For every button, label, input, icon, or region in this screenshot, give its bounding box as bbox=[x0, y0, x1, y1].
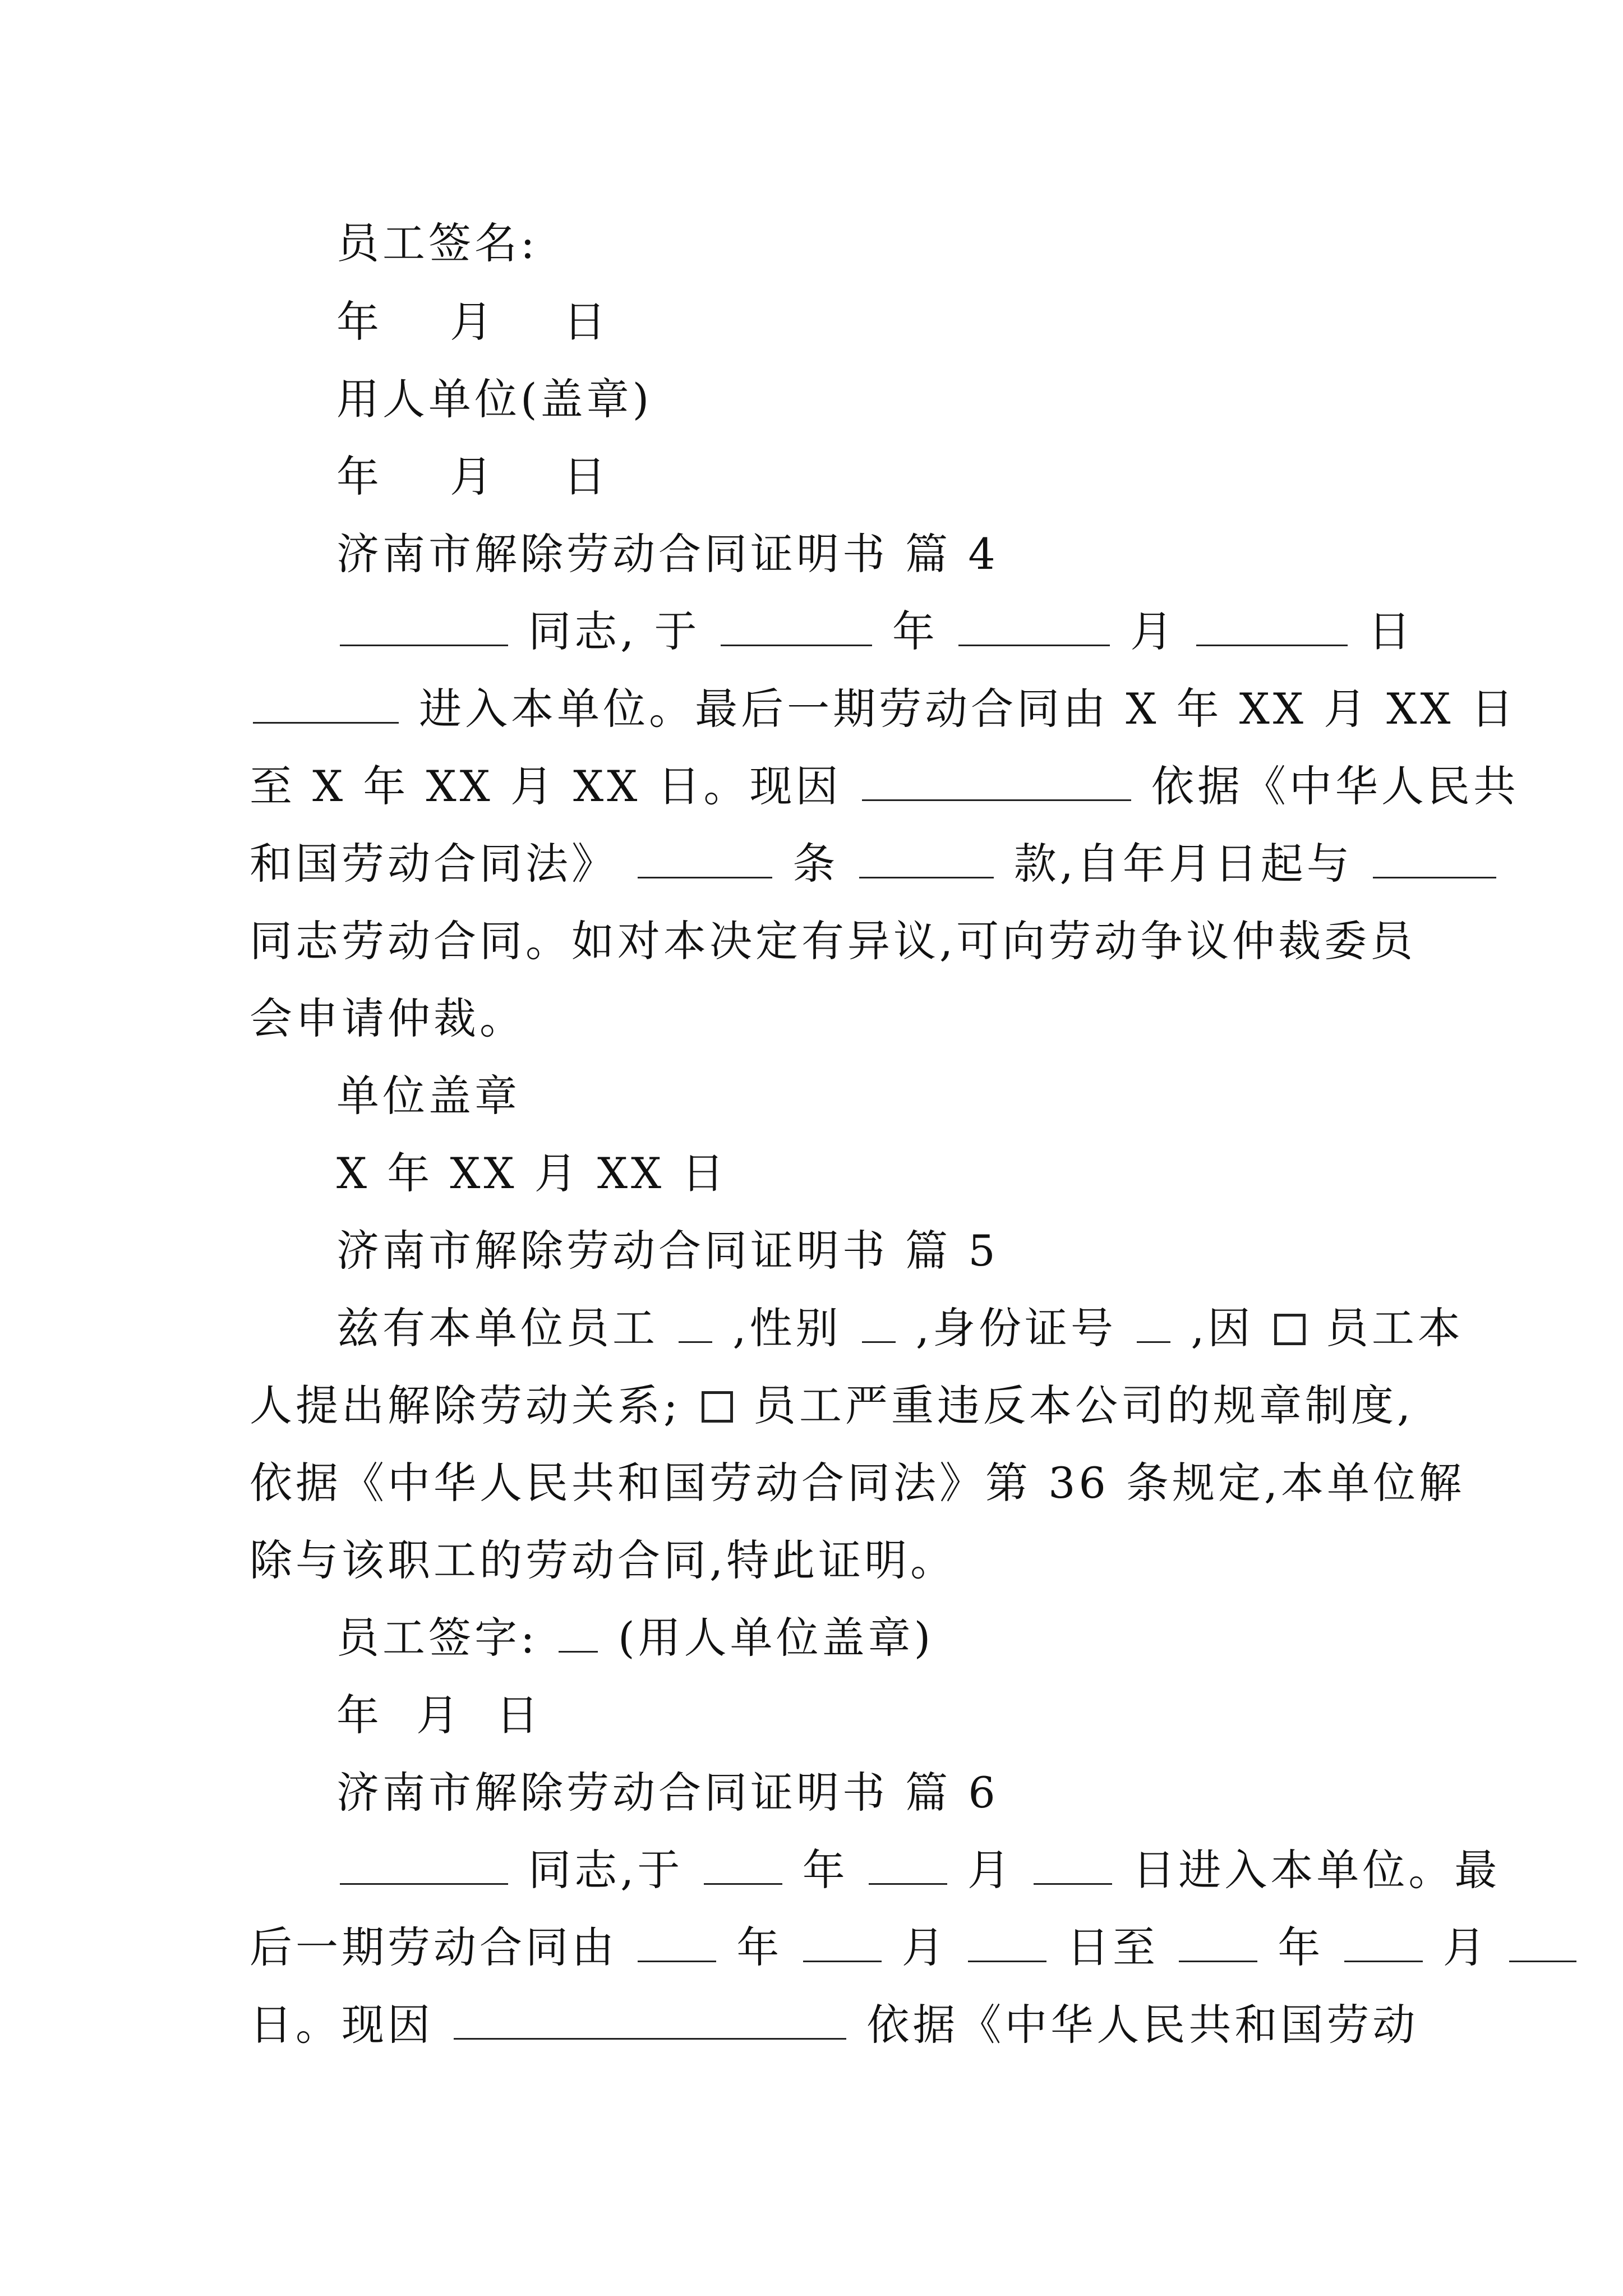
paragraph-line bbox=[250, 681, 1517, 737]
text-segment: 于 bbox=[654, 606, 700, 656]
fill-blank bbox=[721, 605, 872, 646]
text-segment: 月 bbox=[967, 1845, 1014, 1895]
text-segment: 日至 bbox=[1067, 1922, 1159, 1972]
fill-blank bbox=[559, 1612, 598, 1653]
checkbox-icon[interactable] bbox=[702, 1391, 733, 1423]
paragraph-line: 依据《中华人民共和国劳动合同法》第 36 条规定,本单位解 bbox=[250, 1458, 1465, 1508]
text-segment: 人提出解除劳动关系; bbox=[250, 1381, 681, 1430]
text-segment: 和国劳动合同法》 bbox=[250, 839, 617, 889]
fill-blank bbox=[958, 605, 1110, 646]
text-segment: ,身份证号 bbox=[915, 1303, 1117, 1353]
text-segment: 日。现因 bbox=[250, 2000, 434, 2050]
text-segment: 条 bbox=[792, 839, 839, 889]
paragraph-line: 会申请仲裁。 bbox=[250, 993, 525, 1043]
paragraph-line: 同志劳动合同。如对本决定有异议,可向劳动争议仲裁委员 bbox=[250, 916, 1417, 966]
fill-blank bbox=[803, 1921, 882, 1962]
fill-blank bbox=[679, 1302, 712, 1343]
fill-blank bbox=[1509, 1921, 1576, 1962]
checkbox-icon[interactable] bbox=[1274, 1314, 1306, 1345]
date-line: 年 月 日 bbox=[336, 1690, 542, 1740]
fill-blank bbox=[968, 1921, 1046, 1962]
fill-blank bbox=[862, 1302, 896, 1343]
text-segment: 款,自年月日起与 bbox=[1013, 839, 1353, 889]
text-segment: 员工严重违反本公司的规章制度, bbox=[753, 1381, 1414, 1430]
text-segment: 月 bbox=[1442, 1922, 1489, 1972]
text-segment: 依据《中华人民共和国劳动 bbox=[866, 2000, 1419, 2050]
fill-blank bbox=[1179, 1921, 1257, 1962]
date-line: 年 月 日 bbox=[336, 297, 610, 347]
date-line: 年 月 日 bbox=[336, 452, 610, 501]
paragraph-line bbox=[336, 1300, 1464, 1356]
text-segment: 年 bbox=[1278, 1922, 1324, 1972]
fill-blank bbox=[1137, 1302, 1170, 1343]
fill-blank bbox=[454, 1999, 846, 2040]
text-segment: 年 bbox=[892, 606, 938, 656]
unit-seal-label: 单位盖章 bbox=[336, 1071, 520, 1121]
paragraph-line bbox=[250, 1997, 1419, 2053]
paragraph-line bbox=[336, 604, 1414, 660]
fill-blank bbox=[704, 1844, 782, 1885]
text-segment: ,因 bbox=[1191, 1303, 1254, 1353]
fill-blank bbox=[862, 760, 1131, 801]
text-segment: 员工本 bbox=[1325, 1303, 1464, 1353]
paragraph-line bbox=[250, 1920, 1489, 1976]
text-segment: 进入本单位。最后一期劳动合同由 X 年 XX 月 XX 日 bbox=[419, 684, 1517, 734]
date-line: X 年 XX 月 XX 日 bbox=[336, 1148, 728, 1198]
paragraph-line bbox=[250, 836, 1382, 892]
employer-seal-label: 用人单位(盖章) bbox=[336, 374, 653, 424]
text-segment: 日 bbox=[1368, 606, 1414, 656]
fill-blank bbox=[1373, 838, 1496, 878]
fill-blank bbox=[869, 1844, 947, 1885]
text-segment: 同志,于 bbox=[528, 1845, 684, 1895]
text-segment: 月 bbox=[1130, 606, 1177, 656]
paragraph-line bbox=[250, 758, 1519, 815]
paragraph-line bbox=[250, 1378, 1414, 1434]
text-segment: 年 bbox=[736, 1922, 783, 1972]
paragraph-line: 除与该职工的劳动合同,特此证明。 bbox=[250, 1535, 957, 1585]
text-segment: ,性别 bbox=[732, 1303, 842, 1353]
fill-blank bbox=[1034, 1844, 1112, 1885]
fill-blank bbox=[1344, 1921, 1423, 1962]
fill-blank bbox=[638, 838, 772, 878]
text-segment: 年 bbox=[802, 1845, 849, 1895]
paragraph-line bbox=[336, 1842, 1501, 1898]
text-segment: 依据《中华人民共 bbox=[1151, 761, 1519, 811]
section-heading-4: 济南市解除劳动合同证明书 篇 4 bbox=[336, 529, 999, 579]
fill-blank bbox=[253, 683, 399, 724]
fill-blank bbox=[859, 838, 994, 878]
text-segment: 日进入本单位。最 bbox=[1132, 1845, 1501, 1895]
text-segment: 员工签字: bbox=[336, 1613, 538, 1663]
section-heading-6: 济南市解除劳动合同证明书 篇 6 bbox=[336, 1768, 999, 1818]
fill-blank bbox=[638, 1921, 716, 1962]
text-segment: (用人单位盖章) bbox=[617, 1613, 934, 1663]
fill-blank bbox=[340, 605, 508, 646]
text-segment: 兹有本单位员工 bbox=[336, 1303, 658, 1353]
fill-blank bbox=[1196, 605, 1348, 646]
text-segment: 至 X 年 XX 月 XX 日。现因 bbox=[250, 761, 842, 811]
section-heading-5: 济南市解除劳动合同证明书 篇 5 bbox=[336, 1226, 999, 1276]
fill-blank bbox=[340, 1844, 508, 1885]
text-segment: 后一期劳动合同由 bbox=[250, 1922, 617, 1972]
text-segment: 月 bbox=[901, 1922, 948, 1972]
employee-signature-label: 员工签名: bbox=[336, 218, 538, 268]
employee-signature-line bbox=[336, 1610, 1382, 1666]
text-segment: 同志, bbox=[528, 606, 638, 656]
